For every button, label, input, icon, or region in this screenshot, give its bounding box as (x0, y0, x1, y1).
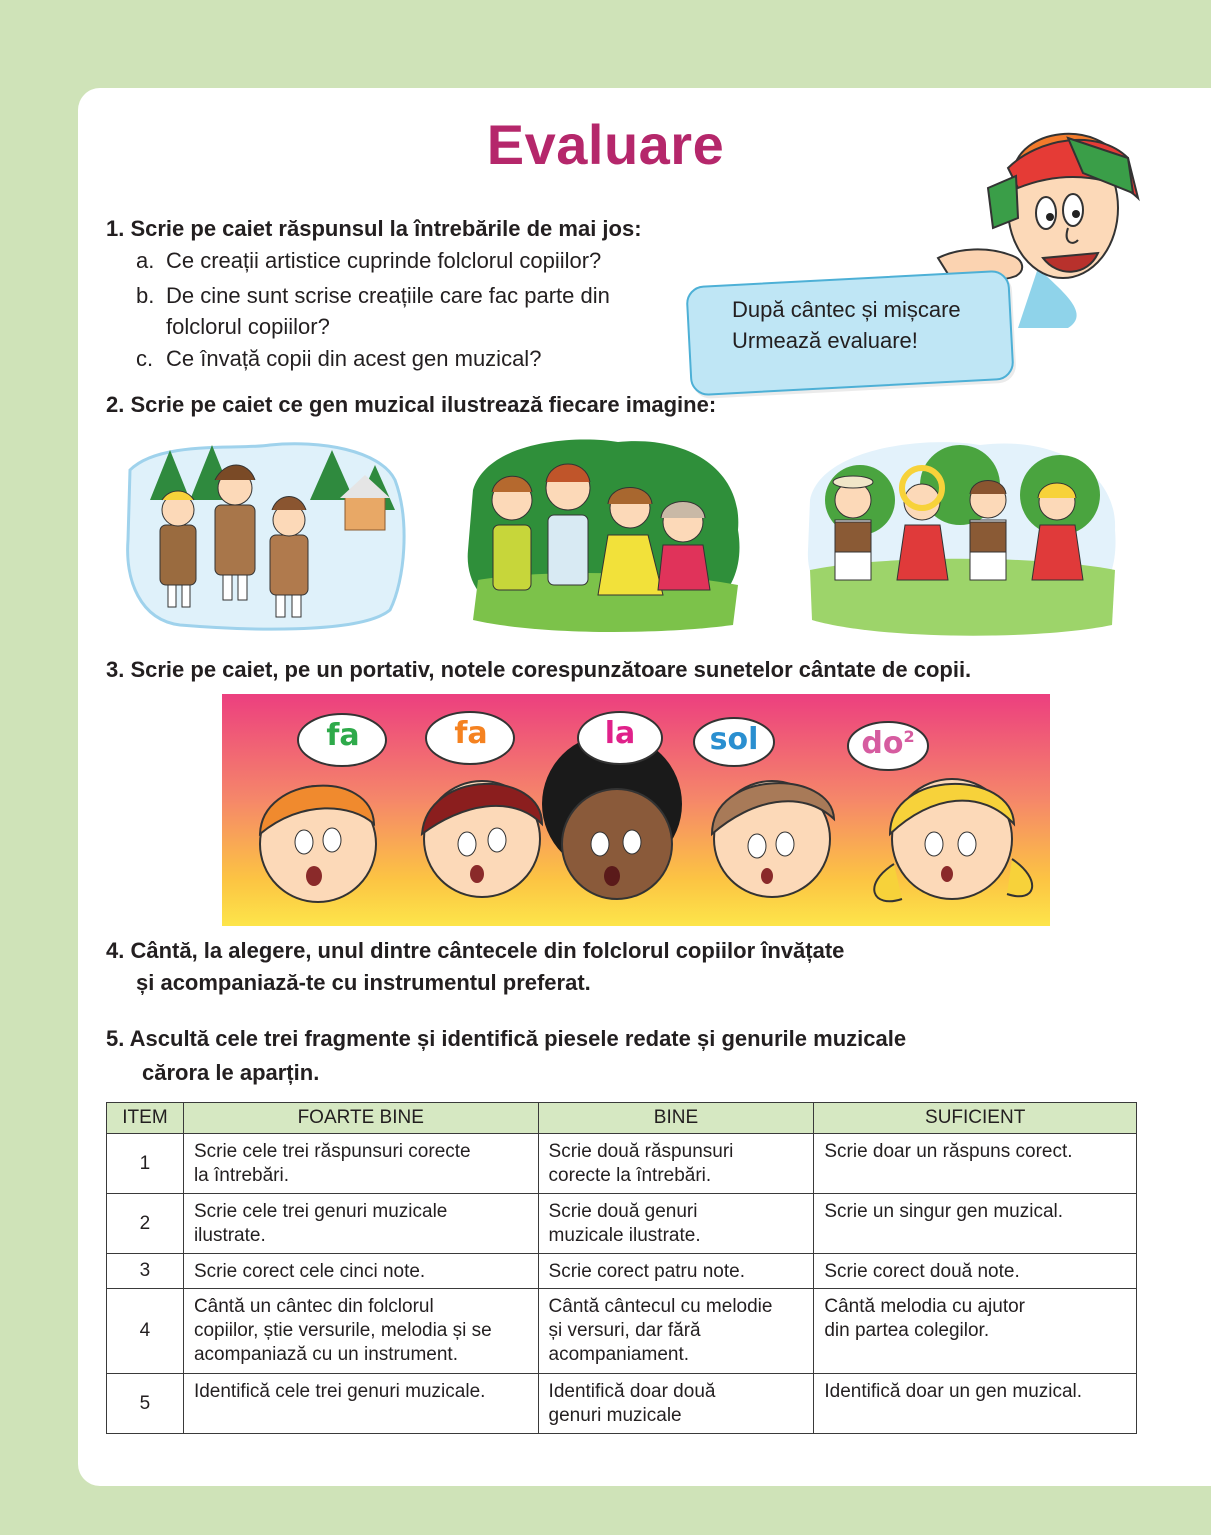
cell-line: ilustrate. (193, 1225, 266, 1246)
note-2: fa (454, 716, 488, 751)
foarte-bine-cell (183, 1134, 538, 1194)
cell-line: Cântă cântecul cu melodie (548, 1296, 773, 1317)
cell-line: Identifică doar un gen muzical. (824, 1381, 1083, 1402)
question-4-line-2: și acompaniază-te cu instrumentul preferat. (136, 970, 591, 995)
bine-cell (538, 1374, 814, 1434)
cell-line: Scrie corect două note. (824, 1261, 1020, 1282)
cell-line: Identifică cele trei genuri muzicale. (193, 1381, 486, 1402)
table-row (107, 1194, 1137, 1254)
question-1b (136, 283, 610, 309)
bine-cell (538, 1254, 814, 1289)
question-1: 1. Scrie pe caiet răspunsul la întrebările de mai jos: (106, 216, 642, 241)
cell-line: Identifică doar două (548, 1381, 716, 1402)
cell-line: la întrebări. (193, 1165, 289, 1186)
foarte-bine-cell (183, 1194, 538, 1254)
bubble-line-1: După cântec și mișcare (732, 297, 961, 322)
cell-line: Scrie un singur gen muzical. (824, 1201, 1064, 1222)
table-row (107, 1254, 1137, 1289)
question-5-line-1: 5. Ascultă cele trei fragmente și identifică piesele redate și genurile muzicale (106, 1026, 907, 1051)
cell-line: acompaniament. (548, 1344, 690, 1365)
header-suficient: SUFICIENT (814, 1103, 1137, 1134)
cell-line: Scrie două răspunsuri (548, 1141, 734, 1162)
bine-cell (538, 1134, 814, 1194)
question-3: 3. Scrie pe caiet, pe un portativ, notele corespunzătoare sunetelor cântate de copii. (106, 657, 972, 682)
bubble-line-2: Urmează evaluare! (732, 328, 918, 353)
item-number: 1 (107, 1134, 184, 1194)
table-row (107, 1289, 1137, 1374)
evaluation-rubric-table (106, 1102, 1137, 1434)
question-1c (136, 346, 541, 372)
cell-line: Scrie corect patru note. (548, 1261, 745, 1282)
header-bine: BINE (538, 1103, 814, 1134)
item-number: 5 (107, 1374, 184, 1434)
cell-line: Cântă un cântec din folclorul (193, 1296, 434, 1317)
foarte-bine-cell (183, 1254, 538, 1289)
question-4-line-1: 4. Cântă, la alegere, unul dintre cântecele din folclorul copiilor învățate (106, 938, 845, 963)
suficient-cell (814, 1374, 1137, 1434)
note-3: la (604, 716, 636, 751)
question-1a (136, 248, 601, 274)
suficient-cell (814, 1254, 1137, 1289)
speech-bubble-text (732, 294, 961, 356)
cell-line: Scrie cele trei genuri muzicale (193, 1201, 448, 1222)
cell-line: Cântă melodia cu ajutor (824, 1296, 1026, 1317)
cell-line: Scrie cele trei răspunsuri corecte (193, 1141, 471, 1162)
note-5 (852, 726, 924, 761)
note-5-sup: 2 (903, 727, 915, 746)
table-row (107, 1134, 1137, 1194)
table-row (107, 1374, 1137, 1434)
note-4: sol (709, 722, 759, 757)
winter-carol-illustration (120, 430, 410, 640)
bine-cell (538, 1194, 814, 1254)
cell-line: Scrie doar un răspuns corect. (824, 1141, 1073, 1162)
item-number: 4 (107, 1289, 184, 1374)
page-title: Evaluare (486, 113, 725, 176)
cell-line: corecte la întrebări. (548, 1165, 712, 1186)
header-foarte-bine: FOARTE BINE (183, 1103, 538, 1134)
question-1c-text: Ce învață copii din acest gen muzical? (166, 346, 542, 371)
letter-a: a. (136, 248, 155, 273)
notes-banner (222, 694, 1050, 926)
bine-cell (538, 1289, 814, 1374)
cell-line: genuri muzicale (548, 1405, 682, 1426)
question-5-line-2: cărora le aparțin. (142, 1060, 320, 1085)
foarte-bine-cell (183, 1289, 538, 1374)
cell-line: Scrie corect cele cinci note. (193, 1261, 426, 1282)
question-2: 2. Scrie pe caiet ce gen muzical ilustrează fiecare imagine: (106, 392, 717, 417)
note-1: fa (326, 718, 360, 753)
cell-line: Scrie două genuri (548, 1201, 698, 1222)
item-number: 2 (107, 1194, 184, 1254)
folk-dance-illustration (800, 430, 1120, 640)
cell-line: acompaniază cu un instrument. (193, 1344, 458, 1365)
cell-line: copiilor, știe versurile, melodia și se (193, 1320, 492, 1341)
question-1b-cont: folclorul copiilor? (166, 314, 330, 339)
question-1a-text: Ce creații artistice cuprinde folclorul copiilor? (166, 248, 602, 273)
letter-b: b. (136, 283, 155, 308)
cell-line: și versuri, dar fără (548, 1320, 701, 1341)
foarte-bine-cell (183, 1374, 538, 1434)
table-header-row (107, 1103, 1137, 1134)
note-5-text: do (861, 726, 904, 761)
children-folklore-illustration (458, 430, 748, 640)
question-1b-text: De cine sunt scrise creațiile care fac parte din (166, 283, 610, 308)
suficient-cell (814, 1134, 1137, 1194)
cell-line: muzicale ilustrate. (548, 1225, 701, 1246)
suficient-cell (814, 1194, 1137, 1254)
header-item: ITEM (107, 1103, 184, 1134)
item-number: 3 (107, 1254, 184, 1289)
cell-line: din partea colegilor. (824, 1320, 990, 1341)
letter-c: c. (136, 346, 154, 371)
suficient-cell (814, 1289, 1137, 1374)
